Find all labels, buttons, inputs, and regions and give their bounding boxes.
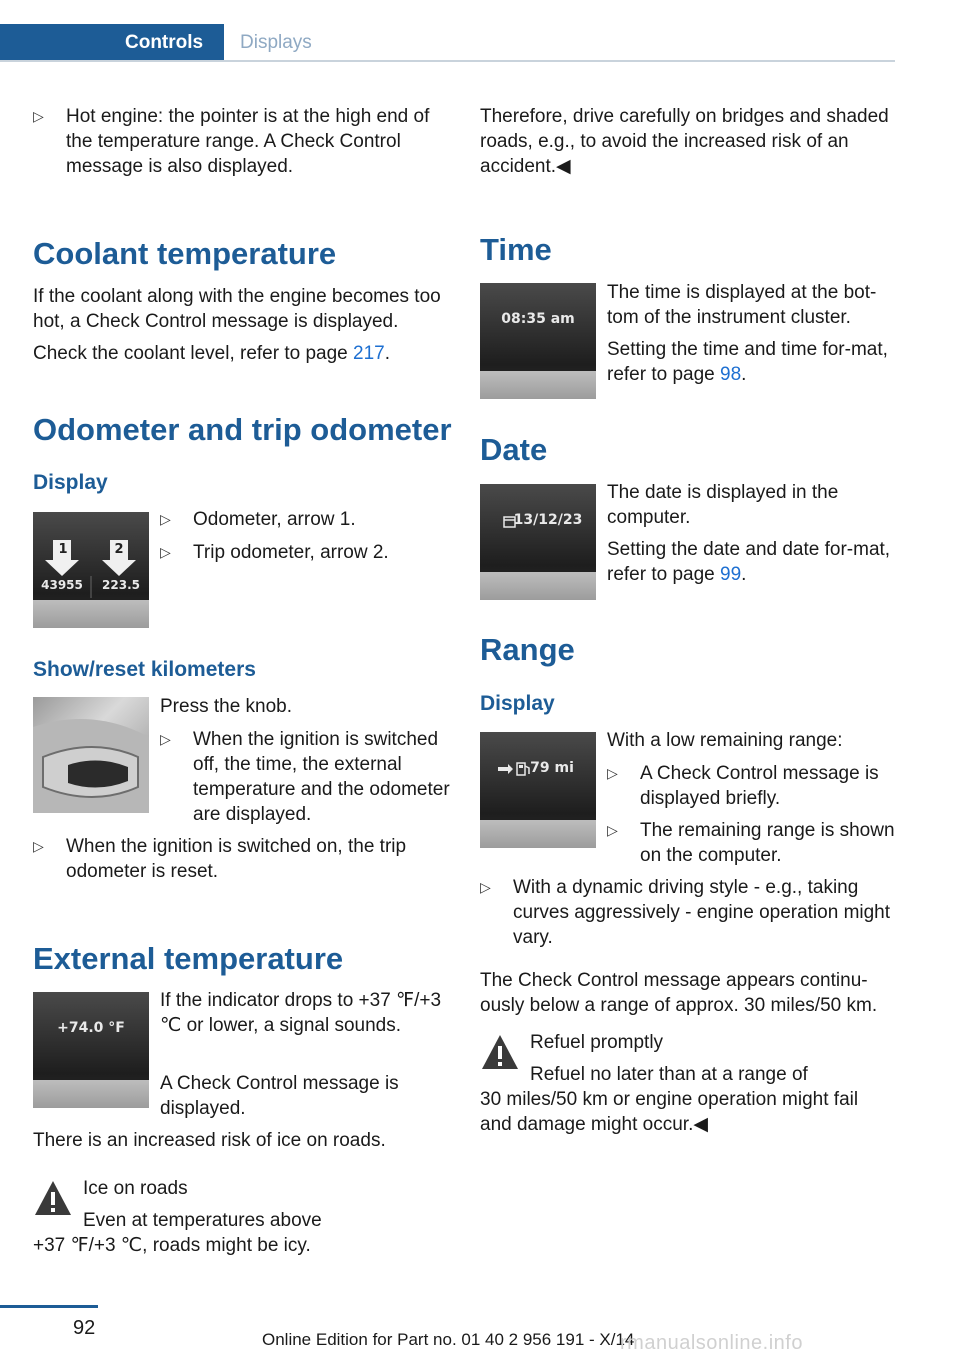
bullet-text: Hot engine: the pointer is at the high end of the temperature range. A Check Control message is also displayed. — [66, 106, 430, 177]
heading-date: Date — [480, 432, 548, 467]
range-text-2: The Check Control message appears continu‐ously below a range of approx. 30 miles/50 km. — [480, 970, 878, 1016]
reset-bullet-2: ▷ When the ignition is switched on, the trip odometer is reset. — [33, 836, 407, 882]
odometer-bullets: ▷ Odometer, arrow 1. ▷ Trip odometer, arrow 2. — [160, 509, 389, 563]
time-image — [480, 283, 596, 399]
continued-text: Therefore, drive carefully on bridges and shaded roads, e.g., to avoid the increased risk of an accident.◀ — [480, 106, 889, 177]
time-text-2: Setting the time and time for‐mat, refer to page 98. — [607, 339, 888, 385]
ext-temp-text-1: If the indicator drops to +37 ℉/+3 ℃ or lower, a signal sounds. — [160, 990, 442, 1036]
refuel-warning-text-1: Refuel no later than at a range of — [530, 1064, 808, 1085]
warning-icon — [33, 1178, 73, 1218]
range-bullets: ▷ A Check Control message is displayed briefly. ▷ The remaining range is shown on the computer. — [607, 763, 895, 866]
time-text-1: The time is displayed at the bot‐tom of the instrument cluster. — [607, 282, 877, 328]
page-number: 92 — [73, 1317, 96, 1339]
heading-time: Time — [480, 232, 552, 267]
heading-external-temperature: External temperature — [33, 941, 344, 976]
knob-graphic — [33, 697, 149, 813]
ext-temp-text-3: There is an increased risk of ice on roads. — [33, 1130, 386, 1151]
triangle-bullet-icon: ▷ — [160, 731, 171, 747]
triangle-bullet-icon: ▷ — [480, 879, 491, 895]
heading-coolant: Coolant temperature — [33, 236, 337, 271]
arrow-2-label: 2 — [114, 542, 124, 557]
refuel-warning-text-2: 30 miles/50 km or engine operation might fail and damage might occur.◀ — [480, 1089, 859, 1135]
trip-value: 223.5 — [102, 578, 140, 592]
heading-range: Range — [480, 632, 575, 667]
ice-warning-text-1: Even at temperatures above — [83, 1210, 322, 1231]
arrow-1-label: 1 — [58, 542, 68, 557]
ice-warning-title: Ice on roads — [83, 1178, 188, 1199]
heading-odometer: Odometer and trip odometer — [33, 412, 452, 447]
triangle-bullet-icon: ▷ — [607, 765, 618, 781]
triangle-bullet-icon: ▷ — [33, 838, 44, 854]
footer-rule — [0, 1305, 98, 1308]
range-readout: 79 mi — [530, 760, 574, 776]
edition-text: Online Edition for Part no. 01 40 2 956 191 - X/14 — [262, 1330, 635, 1349]
subheading-display: Display — [33, 471, 108, 494]
right-column — [480, 0, 895, 1300]
odometer-value: 43955 — [41, 578, 83, 592]
hot-engine-bullet — [33, 104, 453, 179]
left-column — [33, 0, 453, 1300]
page-link-99[interactable]: 99 — [720, 564, 742, 585]
triangle-bullet-icon: ▷ — [160, 511, 171, 527]
watermark: rmanualsonline.info — [620, 1332, 803, 1354]
knob-image — [33, 697, 149, 813]
date-image — [480, 484, 596, 600]
date-text-2: Setting the date and date for‐mat, refer to page 99. — [607, 539, 891, 585]
date-text-1: The date is displayed in the computer. — [607, 482, 839, 528]
coolant-refer: Check the coolant level, refer to page 217. — [33, 343, 391, 364]
date-readout: 13/12/23 — [513, 512, 583, 528]
warning-icon — [480, 1032, 520, 1072]
range-bullet-3: ▷ With a dynamic driving style - e.g., taking curves aggressively - engine operation might vary. — [480, 877, 891, 948]
temperature-readout: +74.0 °F — [57, 1020, 125, 1036]
odometer-image — [33, 512, 149, 628]
subheading-range-display: Display — [480, 692, 555, 715]
range-intro: With a low remaining range: — [607, 730, 843, 751]
triangle-bullet-icon: ▷ — [607, 822, 618, 838]
range-image — [480, 732, 596, 848]
ice-warning-text-2: +37 ℉/+3 ℃, roads might be icy. — [33, 1235, 311, 1256]
press-knob-text: Press the knob. — [160, 696, 293, 717]
reset-bullet-1: ▷ When the ignition is switched off, the time, the external temperature and the odometer are displayed. — [160, 729, 450, 825]
tab-displays[interactable]: Displays — [240, 32, 312, 53]
coolant-text: If the coolant along with the engine becomes too hot, a Check Control message is displayed. — [33, 286, 441, 332]
page-link-217[interactable]: 217 — [353, 343, 385, 364]
triangle-bullet-icon: ▷ — [33, 108, 44, 124]
external-temperature-image — [33, 992, 149, 1108]
triangle-bullet-icon: ▷ — [160, 544, 171, 560]
subheading-reset: Show/reset kilometers — [33, 658, 256, 681]
refuel-warning-title: Refuel promptly — [530, 1032, 664, 1053]
ext-temp-text-2: A Check Control message is displayed. — [160, 1073, 399, 1119]
clock-readout: 08:35 am — [501, 311, 575, 327]
page-link-98[interactable]: 98 — [720, 364, 742, 385]
tab-controls[interactable]: Controls — [0, 24, 224, 62]
